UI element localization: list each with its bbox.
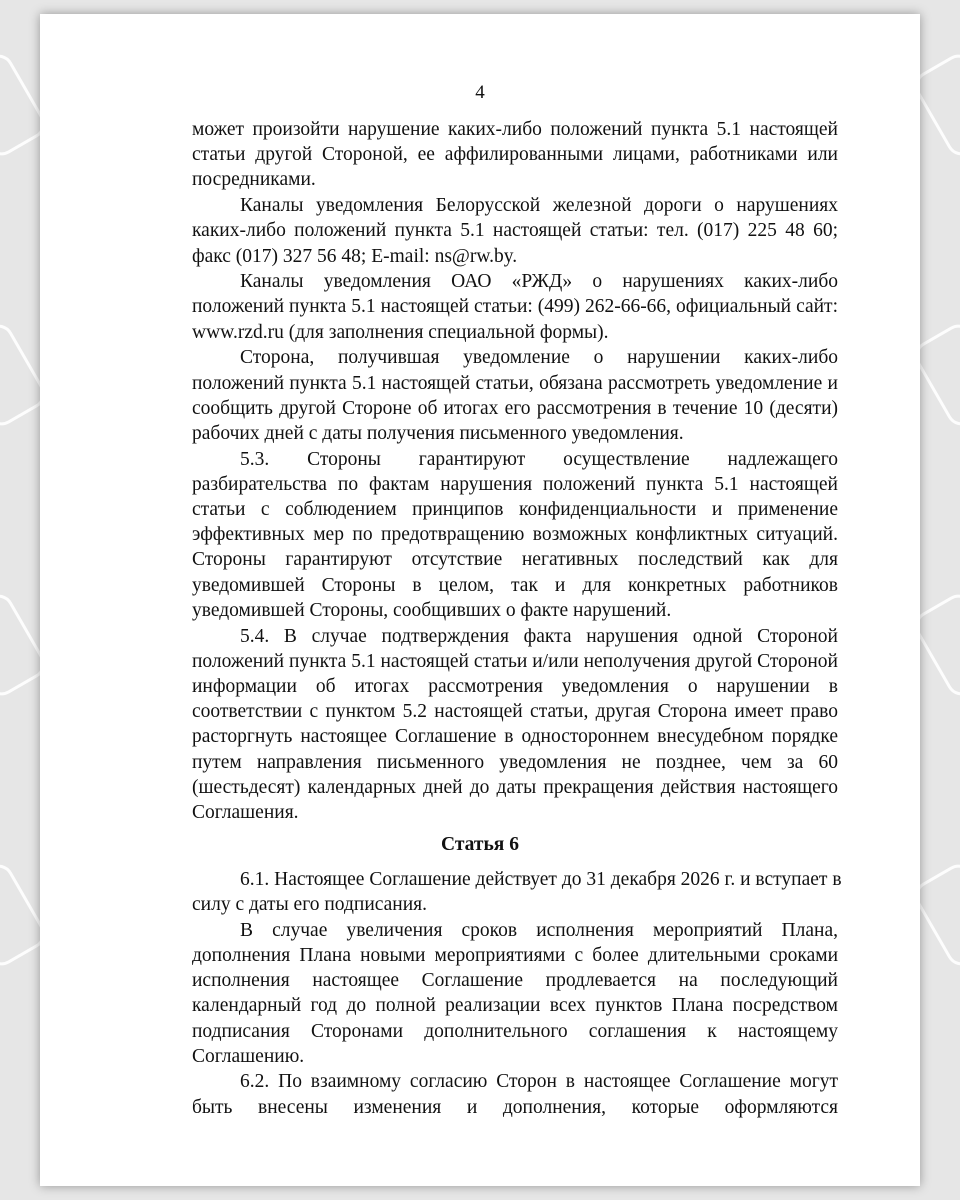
paragraph-line: разбирательства по фактам нарушения положений пункта 5.1 настоящей <box>192 473 838 495</box>
paragraph-line: исполнения настоящее Соглашение продлевается на последующий <box>192 970 838 992</box>
paragraph-line: расторгнуть настоящее Соглашение в одностороннем внесудебном порядке <box>192 726 838 748</box>
paragraph-line: информации об итогах рассмотрения уведомления о нарушении в <box>192 675 838 697</box>
section-heading: Статья 6 <box>441 833 519 855</box>
paragraph-line: уведомившей Стороны в целом, так и для конкретных работников <box>192 574 838 596</box>
paragraph-line: рабочих дней с даты получения письменного уведомления. <box>192 422 684 444</box>
paragraph-line: 6.1. Настоящее Соглашение действует до 31 декабря 2026 г. и вступает в <box>240 868 842 890</box>
paragraph-line: Сторона, получившая уведомление о нарушении каких-либо <box>240 347 838 369</box>
paragraph-line: может произойти нарушение каких-либо положений пункта 5.1 настоящей <box>192 119 838 140</box>
page-number: 4 <box>475 82 485 103</box>
paragraph-line: Каналы уведомления Белорусской железной дороги о нарушениях <box>240 195 838 217</box>
paragraph-line: 5.4. В случае подтверждения факта нарушения одной Стороной <box>240 625 838 647</box>
paragraph-line: положений пункта 5.1 настоящей статьи и/или неполучения другой Стороной <box>192 650 838 672</box>
paragraph-line: дополнения Плана новыми мероприятиями с более длительными сроками <box>192 944 838 966</box>
paragraph-line: посредниками. <box>192 169 316 191</box>
paragraph-line: факс (017) 327 56 48; E-mail: ns@rw.by. <box>192 245 518 267</box>
paragraph-line: Соглашения. <box>192 801 299 823</box>
paragraph-line: 5.3. Стороны гарантируют осуществление надлежащего <box>240 448 838 470</box>
paragraph-line: соответствии с пунктом 5.2 настоящей статьи, другая Сторона имеет право <box>192 701 838 723</box>
paragraph-line: www.rzd.ru (для заполнения специальной формы). <box>192 321 609 343</box>
paragraph-line: В случае увеличения сроков исполнения мероприятий Плана, <box>240 919 838 941</box>
paragraph-line: статьи с соблюдением принципов конфиденциальности и применение <box>192 499 838 520</box>
paragraph-line: подписания Сторонами дополнительного соглашения к настоящему <box>192 1020 838 1042</box>
paragraph-line: быть внесены изменения и дополнения, которые оформляются <box>192 1096 838 1118</box>
paragraph-line: путем направления письменного уведомления не позднее, чем за 60 <box>192 751 838 773</box>
paragraph-line: Каналы уведомления ОАО «РЖД» о нарушениях каких-либо <box>240 271 838 293</box>
paragraph-line: эффективных мер по предотвращению возможных конфликтных ситуаций. <box>192 524 838 546</box>
paragraph-line: Соглашению. <box>192 1045 305 1067</box>
paragraph-line: положений пункта 5.1 настоящей статьи, обязана рассмотреть уведомление и <box>192 372 838 394</box>
paragraph-line: 6.2. По взаимному согласию Сторон в настоящее Соглашение могут <box>240 1071 838 1093</box>
paragraph-line: силу с даты его подписания. <box>192 894 428 915</box>
paragraph-line: сообщить другой Стороне об итогах его рассмотрения в течение 10 (десяти) <box>192 397 838 419</box>
paragraph-line: Стороны гарантируют отсутствие негативных последствий как для <box>192 549 838 571</box>
paragraph-line: уведомившей Стороны, сообщивших о факте нарушений. <box>192 599 672 621</box>
document-page <box>40 14 920 1186</box>
paragraph-line: статьи другой Стороной, ее аффилированными лицами, работниками или <box>192 144 838 166</box>
paragraph-line: календарный год до полной реализации всех пунктов Плана посредством <box>192 995 838 1017</box>
paragraph-line: каких-либо положений пункта 5.1 настоящей статьи: тел. (017) 225 48 60; <box>192 220 838 242</box>
paragraph-line: (шестьдесят) календарных дней до даты прекращения действия настоящего <box>192 776 838 798</box>
paragraph-line: положений пункта 5.1 настоящей статьи: (499) 262-66-66, официальный сайт: <box>192 296 838 318</box>
